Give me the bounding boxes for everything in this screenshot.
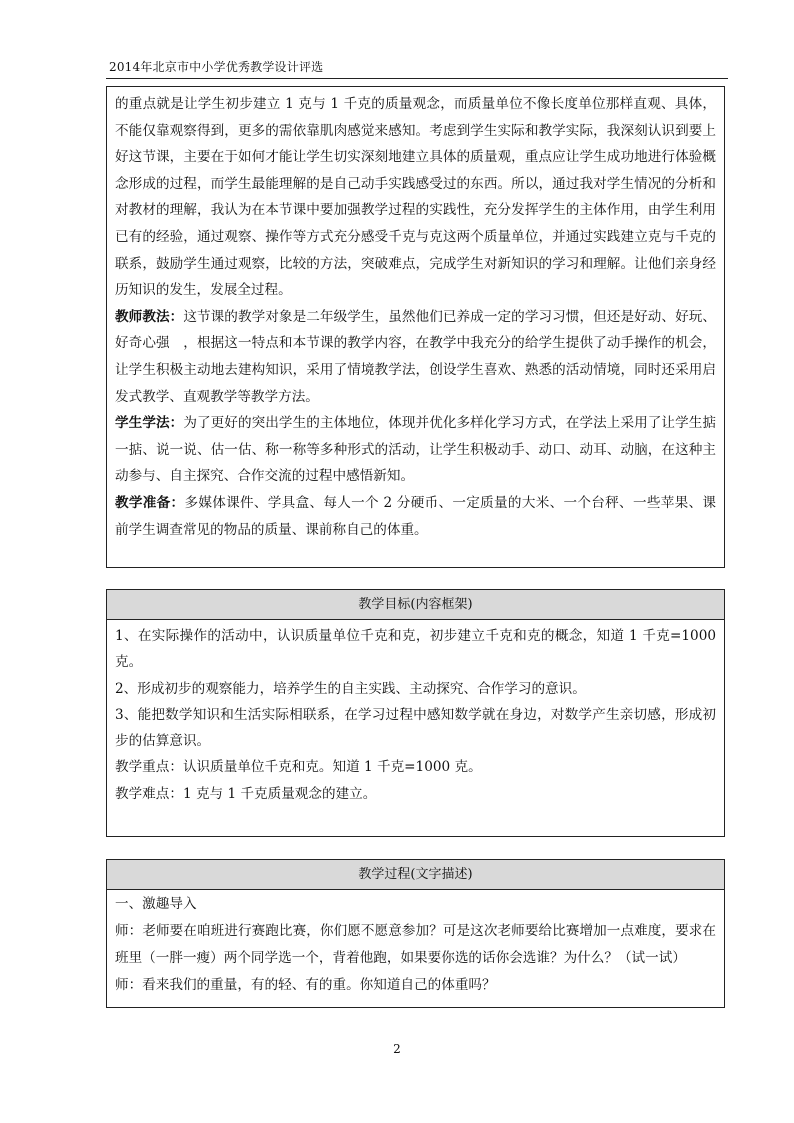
analysis-content: [107, 87, 724, 543]
process-line: 师：看来我们的重量，有的轻、有的重。你知道自己的体重吗？: [115, 977, 496, 993]
objective-item: 1、在实际操作的活动中，认识质量单位千克和克，初步建立千克和克的概念，知道 1 千克=1000 克。: [115, 628, 716, 671]
objective-item: 2、形成初步的观察能力，培养学生的自主实践、主动探究、合作学习的意识。: [115, 680, 586, 697]
objective-item: 3、能把数学知识和生活实际相联系，在学习过程中感知数学就在身边，对数学产生亲切感，形成初步的估算意识。: [115, 706, 716, 750]
header-rule: [106, 78, 728, 79]
learning-method-paragraph: [115, 410, 716, 490]
page-number: 2: [393, 1042, 401, 1056]
learning-method-label: 学生学法：: [115, 415, 184, 432]
preparation-label: 教学准备：: [115, 494, 185, 511]
teaching-method-paragraph: [115, 304, 716, 410]
key-point: 教学重点：认识质量单位千克和克。知道 1 千克=1000 克。: [115, 759, 482, 776]
preparation-text: 多媒体课件、学具盒、每人一个 2 分硬币、一定质量的大米、一个台秤、一些苹果、课前学生调查常见的物品的质量、课前称自己的体重。: [115, 494, 716, 538]
analysis-section-box: [106, 86, 725, 568]
process-title: 教学过程(文字描述): [107, 860, 724, 890]
process-line: 师：老师要在咱班进行赛跑比赛，你们愿不愿意参加？可是这次老师要给比赛增加一点难度，要求在班里（一胖一瘦）两个同学选一个，背着他跑，如果要你选的话你会选谁？为什么？（试一试）: [115, 923, 716, 966]
running-header: 2014年北京市中小学优秀教学设计评选: [109, 60, 324, 74]
teaching-method-text: 这节课的教学对象是二年级学生，虽然他们已养成一定的学习习惯，但还是好动、好玩、好奇心强 ，根据这一特点和本节课的教学内容，在教学中我充分的给学生提供了动手操作的机会，让学生积极主动地去建构知识，采用了情境教学法，创设学生喜欢、熟悉的活动情境，同时还采用启发式教学、直观教学等教学方法。: [115, 308, 717, 405]
objectives-section-box: [106, 589, 725, 837]
process-step-heading: 一、激趣导入: [115, 896, 197, 912]
difficulty-point: 教学难点：1 克与 1 千克质量观念的建立。: [115, 785, 377, 802]
teaching-method-label: 教师教法：: [115, 308, 184, 325]
process-content: [107, 890, 724, 999]
learning-method-text: 为了更好的突出学生的主体地位，体现并优化多样化学习方式，在学法上采用了让学生掂一掂、说一说、估一估、称一称等多种形式的活动，让学生积极动手、动口、动耳、动脑，在这种主动参与、自主探究、合作交流的过程中感悟新知。: [115, 415, 717, 485]
paragraph-text: 的重点就是让学生初步建立 1 克与 1 千克的质量观念，而质量单位不像长度单位那样直观、具体，不能仅靠观察得到，更多的需依靠肌肉感觉来感知。考虑到学生实际和教学实际，我深刻认识到要上好这节课，主要在于如何才能让学生切实深刻地建立具体的质量观，重点应让学生成功地进行体验概念形成的过程，而学生最能理解的是自己动手实践感受过的东西。所以，通过我对学生情况的分析和对教材的理解，我认为在本节课中要加强教学过程的实践性，充分发挥学生的主体作用，由学生利用已有的经验，通过观察、操作等方式充分感受千克与克这两个质量单位，并通过实践建立克与千克的联系，鼓励学生通过观察，比较的方法，突破难点，完成学生对新知识的学习和理解。让他们亲身经历知识的发生，发展全过程。: [115, 96, 716, 299]
preparation-paragraph: [115, 490, 716, 543]
objectives-title: 教学目标(内容框架): [107, 590, 724, 620]
objectives-content: [107, 620, 724, 807]
process-section-box: [106, 859, 725, 1008]
analysis-paragraph: [115, 91, 716, 304]
